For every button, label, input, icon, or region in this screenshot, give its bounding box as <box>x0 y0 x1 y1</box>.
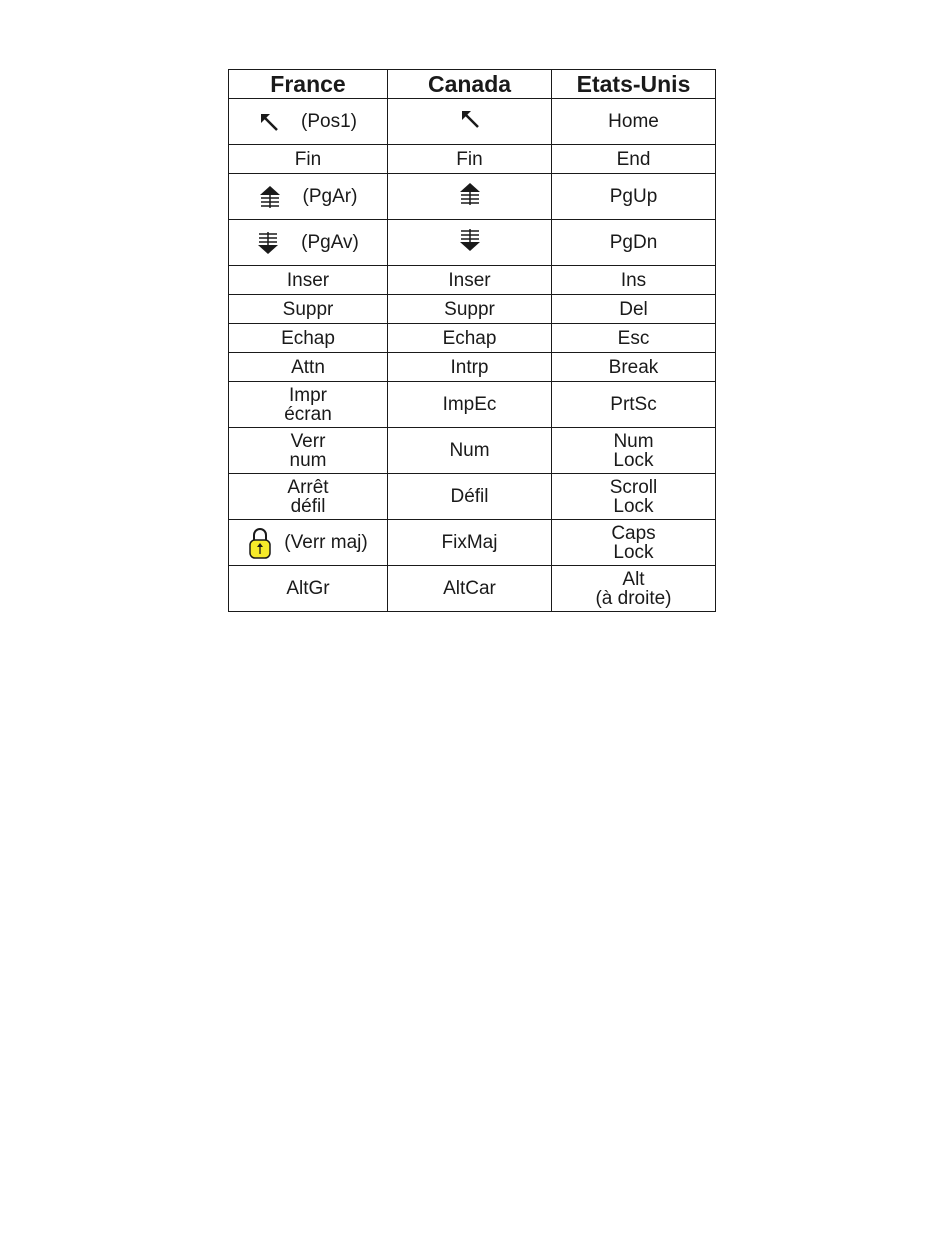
cell-us <box>552 353 716 382</box>
cell-canada <box>388 266 552 295</box>
page-down-icon <box>459 228 481 252</box>
cell-text-line-2: défil <box>290 495 326 517</box>
table-row <box>229 566 716 612</box>
table-row <box>229 145 716 174</box>
cell-france <box>229 474 388 520</box>
cell-text: End <box>616 148 651 170</box>
cell-text: Echap <box>281 327 335 349</box>
header-etats-unis: Etats-Unis <box>552 70 716 99</box>
cell-text: Défil <box>450 486 489 507</box>
cell-us <box>552 266 716 295</box>
cell-france <box>229 520 388 566</box>
table-row <box>229 174 716 220</box>
header-france: France <box>229 70 388 99</box>
cell-canada <box>388 99 552 145</box>
cell-text: AltGr <box>286 578 330 599</box>
cell-text-line-2: (à droite) <box>595 587 672 609</box>
cell-canada <box>388 520 552 566</box>
cell-text-line-1: Impr <box>289 384 327 406</box>
cell-text: PrtSc <box>610 394 657 415</box>
cell-text: PgUp <box>609 186 658 207</box>
cell-text: Num <box>449 440 490 461</box>
cell-france <box>229 266 388 295</box>
cell-text: PgDn <box>609 232 658 253</box>
cell-text: Break <box>608 356 659 378</box>
cell-text: ImpEc <box>442 394 497 415</box>
keyboard-key-comparison-table <box>228 69 716 612</box>
cell-canada <box>388 220 552 266</box>
table-row <box>229 428 716 474</box>
table-row <box>229 324 716 353</box>
cell-us <box>552 99 716 145</box>
page-down-icon <box>257 231 279 255</box>
cell-canada <box>388 324 552 353</box>
cell-france <box>229 220 388 266</box>
cell-text-line-1: Num <box>613 430 654 452</box>
cell-france <box>229 99 388 145</box>
cell-us <box>552 382 716 428</box>
cell-text: Intrp <box>450 356 489 378</box>
cell-text: Inser <box>286 269 330 291</box>
table-row <box>229 220 716 266</box>
cell-text: Del <box>619 298 648 320</box>
cell-text: Suppr <box>282 298 334 320</box>
cell-text: Ins <box>620 269 647 291</box>
cell-text-line-2: num <box>289 449 327 471</box>
cell-us <box>552 474 716 520</box>
cell-text: Fin <box>294 148 322 170</box>
cell-text-line-2: Lock <box>613 495 654 517</box>
cell-canada <box>388 382 552 428</box>
cell-us <box>552 145 716 174</box>
table-row <box>229 266 716 295</box>
cell-us <box>552 566 716 612</box>
cell-canada <box>388 295 552 324</box>
cell-canada <box>388 145 552 174</box>
cell-us <box>552 295 716 324</box>
cell-text: Suppr <box>444 298 495 320</box>
cell-text: Fin <box>456 148 483 170</box>
table-row <box>229 99 716 145</box>
cell-text-line-2: écran <box>284 403 332 425</box>
cell-text: (Verr maj) <box>284 532 368 553</box>
cell-text-line-1: Scroll <box>609 476 658 498</box>
cell-text-line-1: Caps <box>611 522 656 544</box>
table-row <box>229 353 716 382</box>
header-canada: Canada <box>388 70 552 99</box>
cell-canada <box>388 474 552 520</box>
table-row <box>229 520 716 566</box>
cell-canada <box>388 428 552 474</box>
cell-text: (PgAr) <box>302 186 358 207</box>
cell-text: Home <box>608 111 659 132</box>
page-up-icon <box>459 182 481 206</box>
cell-france <box>229 353 388 382</box>
cell-text: (Pos1) <box>301 111 357 132</box>
cell-text-line-2: Lock <box>613 541 654 563</box>
cell-us <box>552 428 716 474</box>
cell-france <box>229 174 388 220</box>
cell-us <box>552 520 716 566</box>
cell-canada <box>388 566 552 612</box>
cell-text-line-1: Arrêt <box>287 476 329 498</box>
cell-text-line-1: Alt <box>622 568 645 590</box>
cell-text: FixMaj <box>441 532 498 553</box>
cell-france <box>229 324 388 353</box>
cell-text: Echap <box>442 327 497 349</box>
cell-text: AltCar <box>443 578 496 599</box>
cell-france <box>229 382 388 428</box>
cell-us <box>552 220 716 266</box>
cell-us <box>552 324 716 353</box>
caps-lock-padlock-icon <box>248 527 272 559</box>
table-row <box>229 474 716 520</box>
cell-canada <box>388 174 552 220</box>
cell-canada <box>388 353 552 382</box>
home-arrow-icon <box>259 112 279 132</box>
cell-text: (PgAv) <box>301 232 359 253</box>
cell-text-line-1: Verr <box>290 430 326 452</box>
home-arrow-icon <box>460 109 480 129</box>
cell-text: Inser <box>448 269 491 291</box>
cell-france <box>229 295 388 324</box>
table-header-row <box>229 70 716 99</box>
cell-text-line-2: Lock <box>613 449 654 471</box>
cell-us <box>552 174 716 220</box>
cell-france <box>229 428 388 474</box>
page-up-icon <box>259 185 281 209</box>
cell-france <box>229 145 388 174</box>
cell-text: Esc <box>617 327 650 349</box>
table-row <box>229 382 716 428</box>
cell-text: Attn <box>291 356 325 378</box>
table-row <box>229 295 716 324</box>
cell-france <box>229 566 388 612</box>
